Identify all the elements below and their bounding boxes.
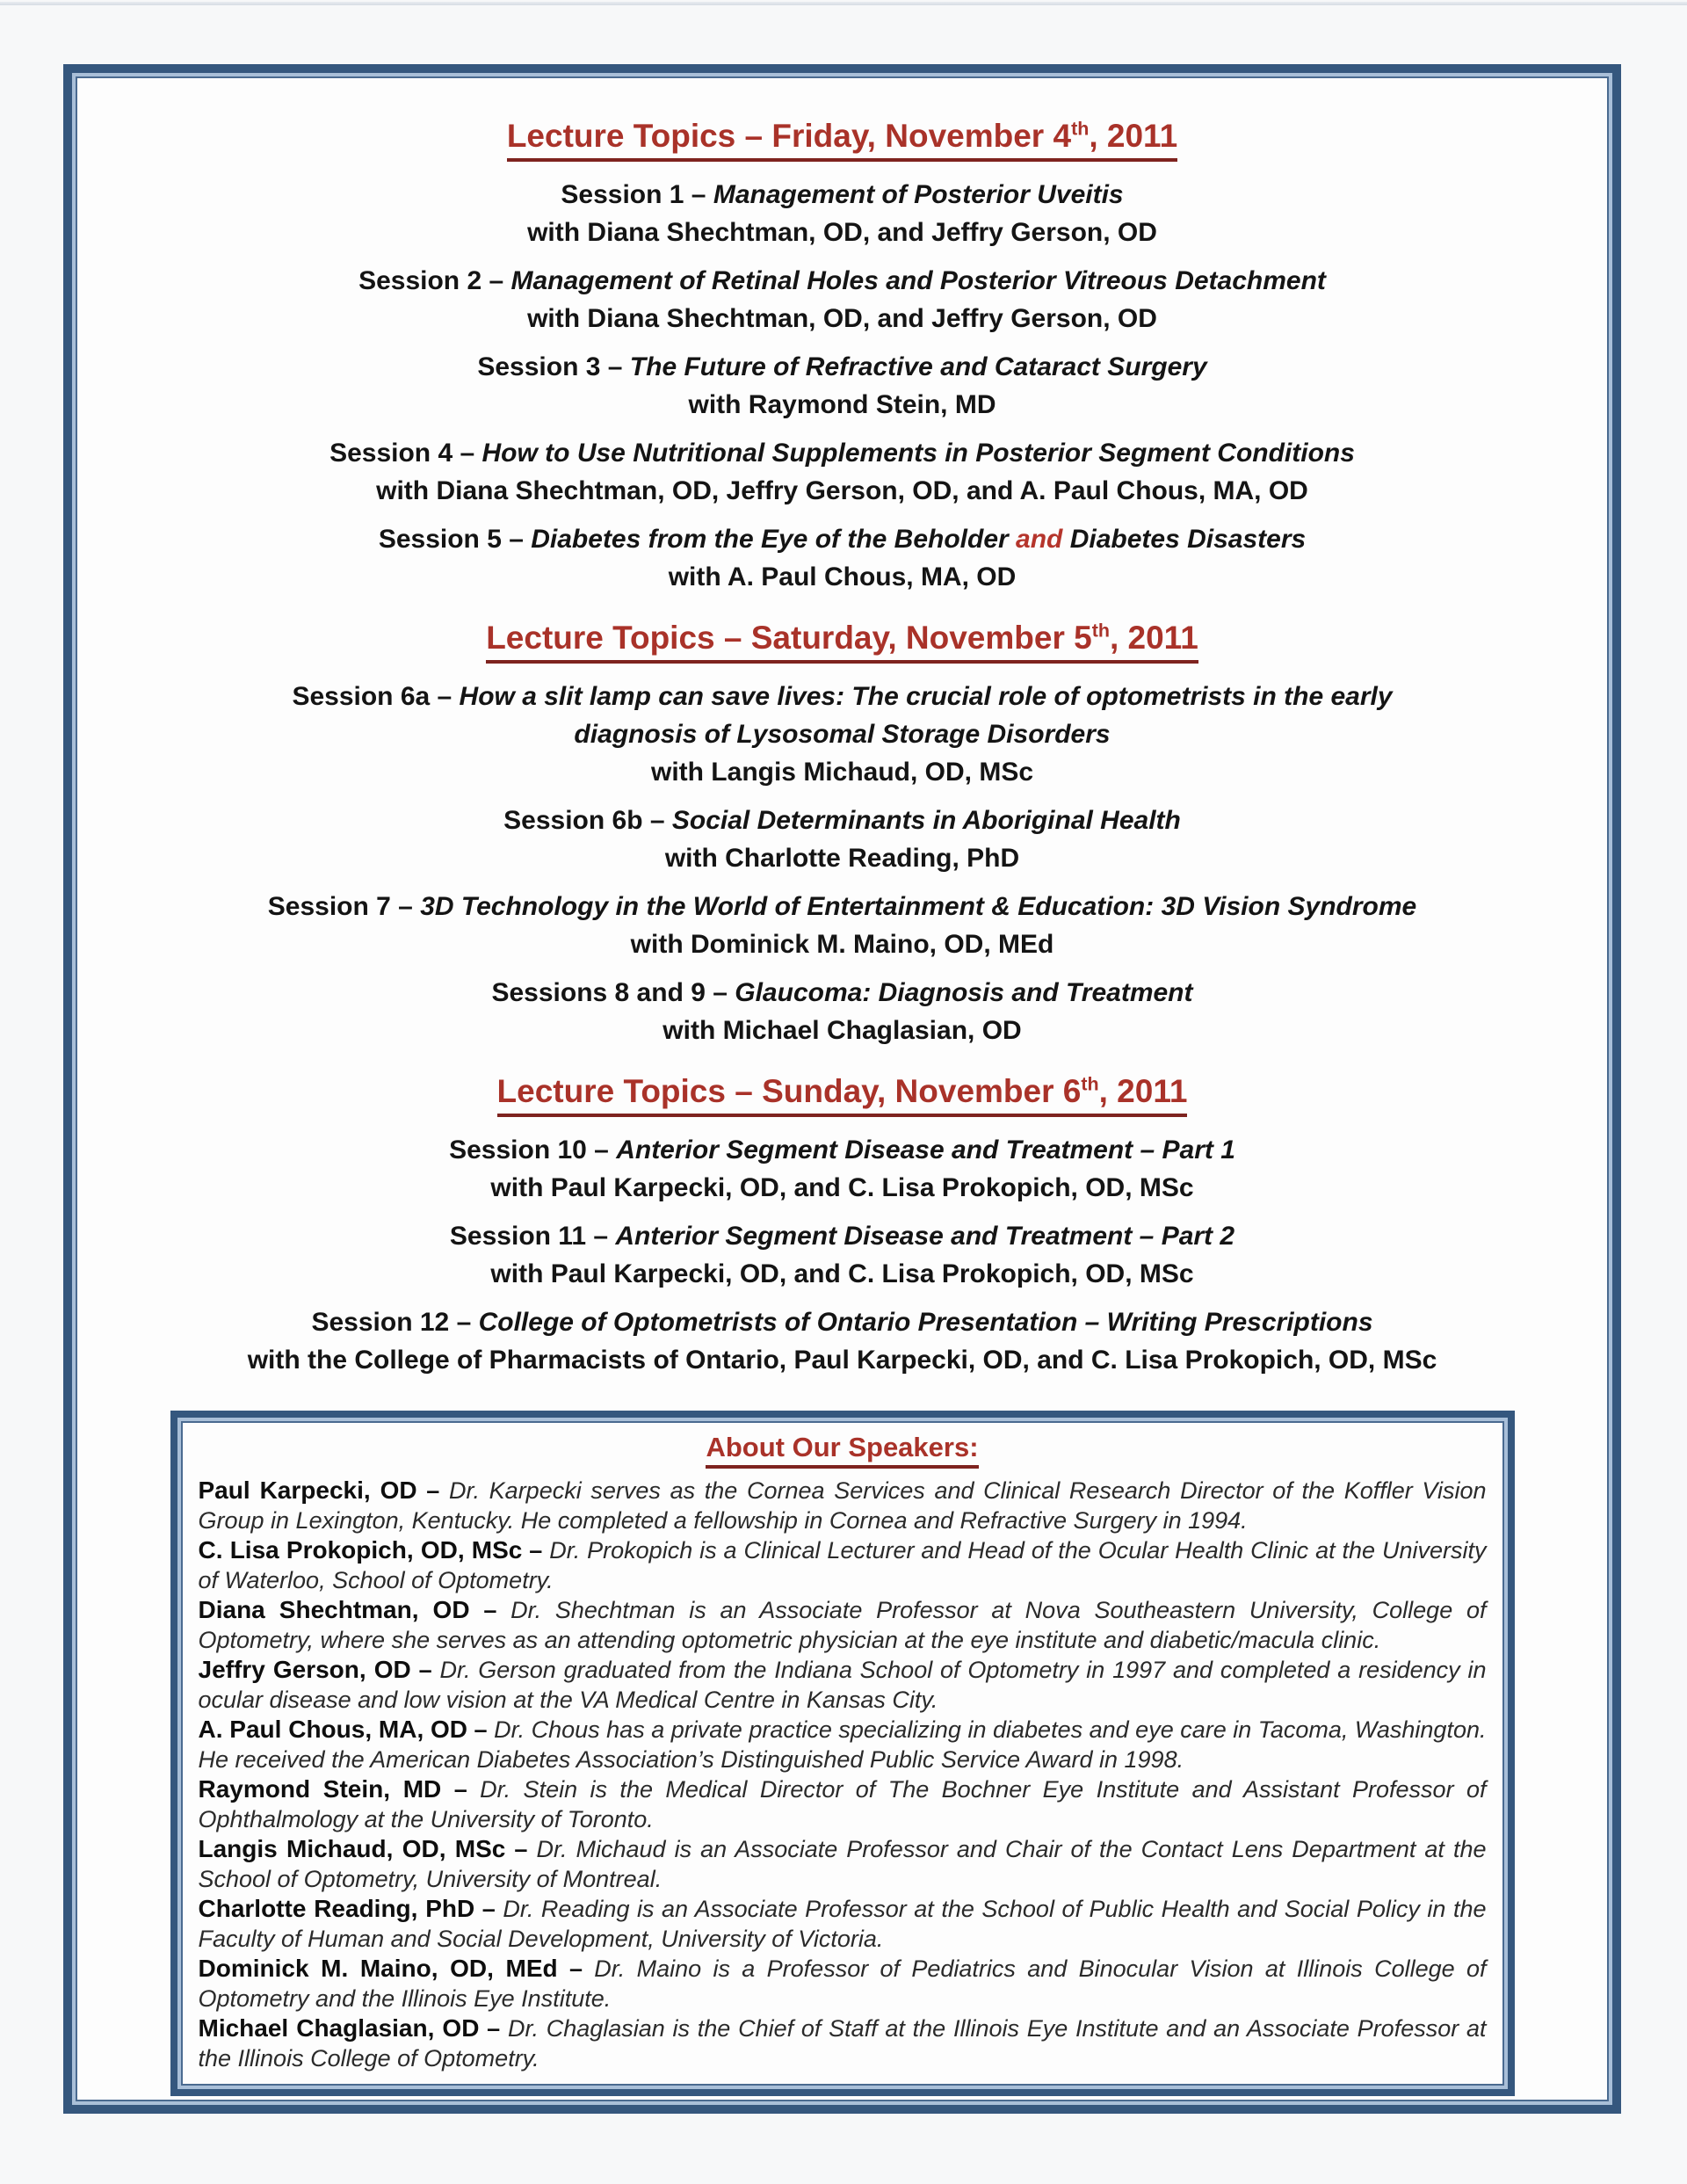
session-label: Session 5 – <box>378 525 532 554</box>
session-title-segment: Diabetes Disasters <box>1062 525 1307 554</box>
speaker-bio: Dr. Gerson graduated from the Indiana School of Optometry in 1997 and completed a residency in ocular disease and low vision at the VA Medical Centre in Kansas City. <box>198 1657 1487 1713</box>
session-block <box>77 888 1607 963</box>
session-block <box>77 1131 1607 1207</box>
session-label: Session 4 – <box>329 439 482 468</box>
speakers-list <box>199 1476 1487 2073</box>
session-block <box>77 176 1607 251</box>
speaker-entry <box>199 1476 1487 1535</box>
speaker-dash: – <box>441 1776 481 1803</box>
speaker-bio: Dr. Michaud is an Associate Professor and Chair of the Contact Lens Department at the School of Optometry, University of Montreal. <box>198 1836 1487 1892</box>
session-title-segment: 3D Technology in the World of Entertainment & Education: 3D Vision Syndrome <box>420 892 1417 921</box>
session-label: Sessions 8 and 9 – <box>491 978 735 1007</box>
session-title-segment: and <box>1016 525 1063 554</box>
speakers-box-mid-border <box>177 1418 1508 2089</box>
speaker-dash: – <box>557 1955 595 1982</box>
session-title-line <box>77 520 1607 558</box>
session-title-segment: Diabetes from the Eye of the Beholder <box>531 525 1017 554</box>
speaker-bio: Dr. Chous has a private practice specializing in diabetes and eye care in Tacoma, Washington. He received the American Diabetes Association’s Distinguished Public Service Award in 1998. <box>198 1716 1487 1773</box>
day-header <box>77 619 1607 664</box>
session-block <box>77 434 1607 510</box>
speaker-bio: Dr. Stein is the Medical Director of The Bochner Eye Institute and Assistant Professor of Ophthalmology at the University of Toronto. <box>198 1776 1487 1832</box>
speaker-entry <box>199 1774 1487 1834</box>
page-frame <box>63 64 1621 2114</box>
day-header-text: Lecture Topics – Sunday, November 6th, 2011 <box>497 1072 1188 1117</box>
speaker-bio: Dr. Chaglasian is the Chief of Staff at the Illinois Eye Institute and an Associate Professor at the Illinois College of Optometry. <box>198 2015 1487 2072</box>
speaker-dash: – <box>522 1537 550 1564</box>
speaker-bio: Dr. Prokopich is a Clinical Lecturer and Head of the Ocular Health Clinic at the University of Waterloo, School of Optometry. <box>198 1537 1487 1593</box>
speaker-dash: – <box>410 1657 440 1683</box>
session-title-segment: How to Use Nutritional Supplements in Posterior Segment Conditions <box>481 439 1355 468</box>
session-label: Session 1 – <box>561 180 713 209</box>
day-header <box>77 1072 1607 1117</box>
day-header <box>77 117 1607 162</box>
speaker-entry <box>199 1535 1487 1595</box>
session-speakers-line: with Diana Shechtman, OD, and Jeffry Gerson, OD <box>527 218 1157 247</box>
speaker-name: Jeffry Gerson, OD <box>198 1656 411 1683</box>
speaker-dash: – <box>479 2015 508 2042</box>
session-block <box>77 262 1607 337</box>
session-title-segment: diagnosis of Lysosomal Storage Disorders <box>574 720 1111 749</box>
speaker-dash: – <box>416 1477 449 1504</box>
speaker-entry <box>199 1954 1487 2013</box>
session-speakers-line: with Diana Shechtman, OD, Jeffry Gerson, OD, and A. Paul Chous, MA, OD <box>376 476 1308 505</box>
lecture-days <box>77 117 1607 1379</box>
session-title-line <box>77 678 1607 715</box>
session-title-segment: Anterior Segment Disease and Treatment – Part 2 <box>615 1222 1235 1251</box>
session-title-line <box>77 1303 1607 1341</box>
speaker-name: Dominick M. Maino, OD, MEd <box>198 1955 558 1982</box>
session-label: Session 11 – <box>449 1222 616 1251</box>
speakers-box <box>170 1411 1515 2096</box>
session-title-line <box>77 1131 1607 1169</box>
session-label: Session 6b – <box>503 806 672 835</box>
speaker-entry <box>199 1894 1487 1954</box>
session-speakers-line: with Paul Karpecki, OD, and C. Lisa Prokopich, OD, MSc <box>490 1173 1194 1202</box>
session-block <box>77 348 1607 424</box>
speakers-box-title <box>199 1432 1487 1469</box>
session-speakers-line: with Langis Michaud, OD, MSc <box>650 758 1034 787</box>
session-block <box>77 1303 1607 1379</box>
session-title-segment: Glaucoma: Diagnosis and Treatment <box>735 978 1193 1007</box>
speaker-bio: Dr. Shechtman is an Associate Professor at Nova Southeastern University, College of Optometry, where she serves as an attending optometric physician at the eye institute and diabetic/macula clinic. <box>198 1597 1487 1653</box>
speaker-name: Paul Karpecki, OD <box>198 1477 417 1504</box>
speaker-name: Diana Shechtman, OD <box>198 1596 470 1623</box>
session-title-segment: Anterior Segment Disease and Treatment – Part 1 <box>616 1136 1235 1165</box>
session-title-segment: Social Determinants in Aboriginal Health <box>671 806 1181 835</box>
day-header-text: Lecture Topics – Friday, November 4th, 2011 <box>507 117 1177 162</box>
speaker-name: A. Paul Chous, MA, OD <box>198 1716 468 1743</box>
speaker-name: Langis Michaud, OD, MSc <box>198 1835 506 1862</box>
speakers-box-title-text: About Our Speakers: <box>706 1432 978 1469</box>
session-speakers-line: with the College of Pharmacists of Ontario, Paul Karpecki, OD, and C. Lisa Prokopich, OD, MSc <box>247 1346 1437 1375</box>
session-label: Session 12 – <box>311 1308 479 1337</box>
session-speakers-line: with Dominick M. Maino, OD, MEd <box>630 930 1054 959</box>
session-block <box>77 802 1607 877</box>
session-title-segment: Management of Posterior Uveitis <box>713 180 1124 209</box>
session-block <box>77 520 1607 596</box>
session-label: Session 2 – <box>358 266 511 295</box>
session-label: Session 10 – <box>449 1136 617 1165</box>
day-header-superscript: th <box>1091 620 1110 642</box>
speaker-dash: – <box>467 1716 495 1743</box>
speaker-name: Michael Chaglasian, OD <box>198 2014 480 2042</box>
session-title-line <box>77 715 1607 753</box>
session-title-line <box>77 802 1607 839</box>
page-frame-mid-border <box>72 73 1612 2105</box>
speaker-entry <box>199 1595 1487 1655</box>
speaker-entry <box>199 1655 1487 1715</box>
session-title-line <box>77 888 1607 925</box>
top-edge-strip <box>0 2 1687 5</box>
session-block <box>77 974 1607 1049</box>
day-header-superscript: th <box>1081 1073 1099 1095</box>
session-title-segment: How a slit lamp can save lives: The crucial role of optometrists in the early <box>459 682 1393 711</box>
speaker-name: Raymond Stein, MD <box>198 1775 442 1803</box>
speaker-bio: Dr. Karpecki serves as the Cornea Services and Clinical Research Director of the Koffler Vision Group in Lexington, Kentucky. He completed a fellowship in Cornea and Refractive Surgery in 1994. <box>198 1477 1487 1534</box>
page-content <box>76 76 1609 2101</box>
speaker-entry <box>199 1834 1487 1894</box>
session-speakers-line: with Charlotte Reading, PhD <box>664 844 1020 873</box>
speakers-box-content <box>181 1421 1504 2086</box>
session-speakers-line: with Paul Karpecki, OD, and C. Lisa Prokopich, OD, MSc <box>490 1259 1194 1288</box>
session-title-segment: College of Optometrists of Ontario Presentation – Writing Prescriptions <box>478 1308 1373 1337</box>
session-title-line <box>77 176 1607 214</box>
session-block <box>77 1217 1607 1293</box>
day-header-superscript: th <box>1071 118 1090 140</box>
speaker-name: Charlotte Reading, PhD <box>198 1895 475 1922</box>
speaker-dash: – <box>505 1836 537 1862</box>
session-label: Session 7 – <box>267 892 421 921</box>
session-title-line <box>77 348 1607 386</box>
speaker-dash: – <box>469 1597 511 1623</box>
session-block <box>77 678 1607 791</box>
speaker-entry <box>199 1715 1487 1774</box>
session-title-line <box>77 974 1607 1012</box>
speaker-name: C. Lisa Prokopich, OD, MSc <box>198 1536 523 1564</box>
session-speakers-line: with Raymond Stein, MD <box>688 390 996 419</box>
session-title-line <box>77 262 1607 300</box>
speaker-bio: Dr. Reading is an Associate Professor at the School of Public Health and Social Policy in the Faculty of Human and Social Development, University of Victoria. <box>198 1896 1487 1952</box>
session-speakers-line: with Michael Chaglasian, OD <box>662 1016 1022 1045</box>
speaker-dash: – <box>474 1896 503 1922</box>
day-header-text: Lecture Topics – Saturday, November 5th, 2011 <box>486 619 1198 664</box>
session-title-line <box>77 1217 1607 1255</box>
session-title-segment: The Future of Refractive and Cataract Surgery <box>629 352 1207 381</box>
session-title-segment: Management of Retinal Holes and Posterior Vitreous Detachment <box>510 266 1326 295</box>
session-speakers-line: with A. Paul Chous, MA, OD <box>668 562 1017 591</box>
session-title-line <box>77 434 1607 472</box>
session-speakers-line: with Diana Shechtman, OD, and Jeffry Gerson, OD <box>527 304 1157 333</box>
speaker-bio: Dr. Maino is a Professor of Pediatrics and Binocular Vision at Illinois College of Optometry and the Illinois Eye Institute. <box>198 1955 1487 2012</box>
session-label: Session 6a – <box>292 682 460 711</box>
session-label: Session 3 – <box>477 352 630 381</box>
speaker-entry <box>199 2013 1487 2073</box>
